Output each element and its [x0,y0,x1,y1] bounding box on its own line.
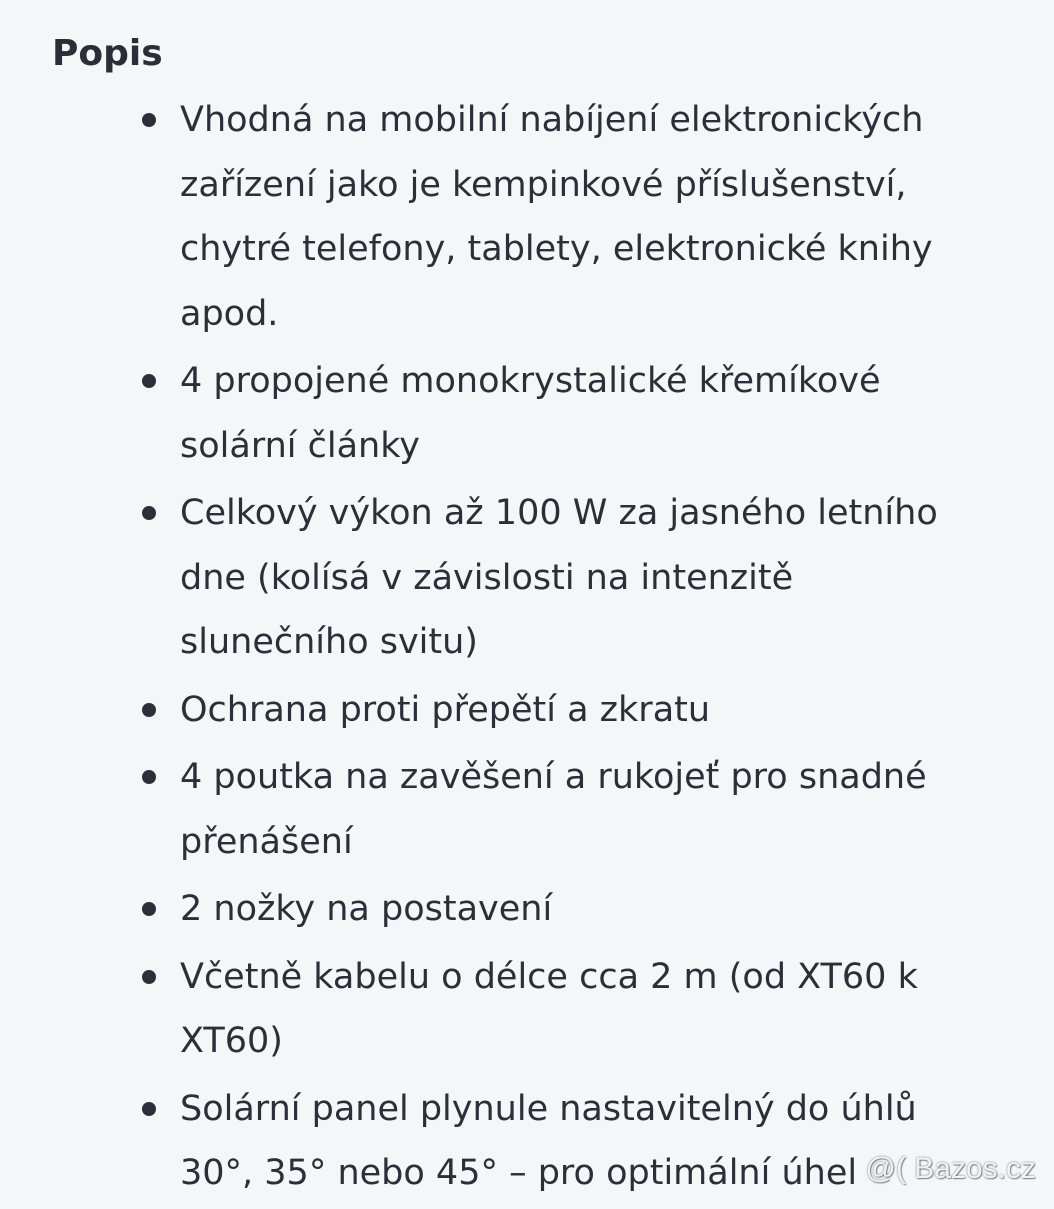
list-item-line: 4 poutka na zavěšení a rukojeť pro snadné [180,757,927,797]
list-item [0,678,1054,743]
list-item-line: dne (kolísá v závislosti na intenzitě [180,557,794,598]
list-item [0,945,1054,1074]
list-item-line: apod. [180,293,279,334]
list-item-line: 4 propojené monokrystalické křemíkové [180,361,881,401]
watermark: @( Bazos.cz [865,1152,1036,1185]
list-item [0,745,1054,874]
list-item-line: slunečního svitu) [180,622,478,662]
list-item [0,877,1054,942]
list-item-line: Včetně kabelu o délce cca 2 m (od XT60 k [180,956,918,997]
bullet-icon [142,506,156,520]
list-item-line: 30°, 35° nebo 45° – pro optimální úhel [180,1153,858,1193]
section-title: Popis [52,33,163,74]
list-item [0,349,1054,478]
list-item-line: Vhodná na mobilní nabíjení elektronických [180,100,924,140]
bullet-icon [142,770,156,784]
list-item-line: Celkový výkon až 100 W za jasného letního [180,493,938,533]
bullet-icon [142,113,156,127]
list-item-line: Solární panel plynule nastavitelný do úhlů [180,1088,917,1129]
list-item-line: zařízení jako je kempinkové příslušenství, [180,164,907,205]
bullet-icon [142,374,156,388]
list-item-line: XT60) [180,1021,283,1061]
bullet-icon [142,902,156,916]
list-item-line: solární články [180,425,420,466]
bullet-icon [142,703,156,717]
list-item-line: přenášení [180,821,353,862]
list-item-line: chytré telefony, tablety, elektronické knihy [180,229,933,269]
list-item [0,481,1054,675]
list-item [0,1077,1054,1206]
list-item-line: 2 nožky na postavení [180,889,553,929]
list-item-line: Ochrana proti přepětí a zkratu [180,689,711,730]
bullet-icon [142,970,156,984]
list-item [0,88,1054,346]
feature-list [0,88,1054,1209]
bullet-icon [142,1102,156,1116]
